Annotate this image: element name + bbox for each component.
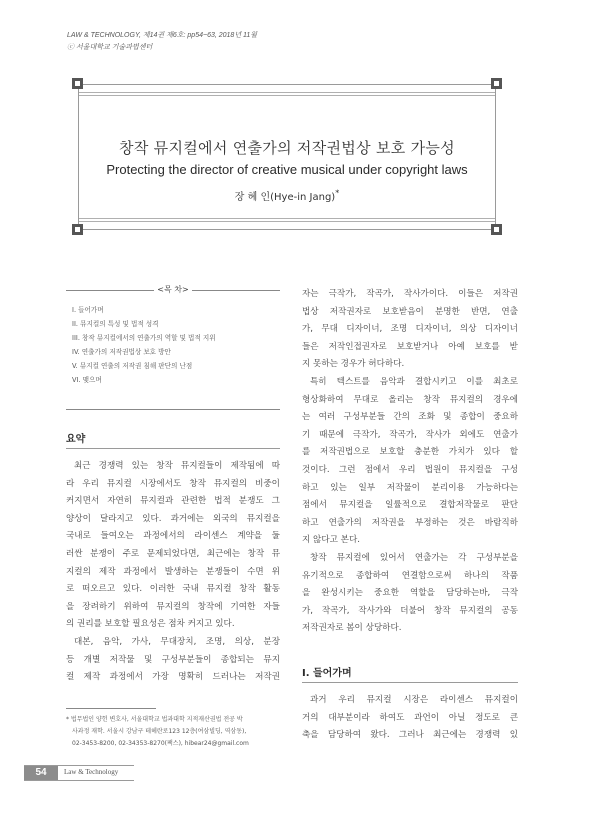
toc-item[interactable]: I. 들어가며 bbox=[72, 306, 104, 314]
corner-ornament bbox=[491, 224, 502, 235]
toc-item[interactable]: III. 창작 뮤지컬에서의 연출가의 역할 및 법적 지위 bbox=[72, 334, 216, 342]
abstract-divider bbox=[66, 448, 280, 449]
footnote-line: 사과정 재학. 서울시 강남구 테헤란로123 12층(여삼빌딩, 역삼동), bbox=[72, 728, 247, 735]
corner-ornament bbox=[491, 78, 502, 89]
abstract-line: 로 떠오르고 있다. 이러한 국내 뮤지컬 창작 활동 bbox=[66, 584, 280, 595]
body-line: 형상화하여 무대로 올리는 창작 뮤지컬의 경우에 bbox=[302, 394, 518, 405]
corner-ornament bbox=[72, 224, 83, 235]
abstract-heading: 요약 bbox=[66, 434, 86, 445]
body-line: 가, 무대 디자이너, 조명 디자이너, 의상 디자이너 bbox=[302, 324, 518, 335]
author-footnote-mark: * bbox=[335, 188, 340, 198]
body-line: 과거 우리 뮤지컬 시장은 라이센스 뮤지컬이 bbox=[310, 695, 518, 705]
right-column-text bbox=[302, 286, 518, 638]
abstract-line: 국내로 들여오는 과정에서의 라이센스 계약을 둘 bbox=[66, 531, 280, 542]
body-line: 가, 작곡가, 작사가와 더불어 창작 뮤지컬의 공동 bbox=[302, 605, 518, 616]
abstract-line: 라 우리 뮤지컬 시장에서도 창작 뮤지컬의 비중이 bbox=[66, 478, 280, 489]
toc-item[interactable]: II. 뮤지컬의 특성 및 법적 성격 bbox=[72, 320, 159, 328]
author-name: 장 혜 인(Hye-in Jang) bbox=[234, 192, 336, 203]
body-line: 지 못하는 경우가 허다하다. bbox=[302, 359, 405, 370]
body-line: 기 때문에 극작가, 작곡가, 작사가 외에도 연출가 bbox=[302, 429, 518, 440]
footnote-line: * 법무법인 양헌 변호사, 서울대학교 법과대학 지적재산권법 전공 박 bbox=[66, 716, 243, 723]
body-line: 지 않다고 본다. bbox=[302, 535, 361, 546]
toc-item[interactable]: VI. 맺으며 bbox=[72, 376, 102, 384]
abstract-line: 양상이 달라지고 있다. 과거에는 외국의 뮤지컬을 bbox=[66, 513, 280, 524]
intro-text bbox=[302, 692, 518, 745]
abstract-line: 러싼 분쟁이 주로 문제되었다면, 최근에는 창작 뮤 bbox=[66, 548, 280, 559]
footnote-line: 02-3453-8200, 02-34353-8270(팩스), hibear24@gmail.com bbox=[72, 740, 249, 747]
section-heading-intro: I. 들어가며 bbox=[302, 668, 352, 679]
abstract-line: 의 권리를 보호할 필요성은 점차 커지고 있다. bbox=[66, 619, 235, 630]
author-footnote bbox=[66, 714, 280, 750]
journal-header bbox=[67, 30, 257, 54]
body-line: 들은 저작인접권자로 보호받거나 아예 보호를 받 bbox=[302, 341, 518, 352]
title-korean: 창작 뮤지컬에서 연출가의 저작권법상 보호 가능성 bbox=[119, 139, 455, 157]
corner-ornament bbox=[72, 78, 83, 89]
page-number: 54 bbox=[24, 766, 58, 780]
abstract-line: 커지면서 자연히 뮤지컬과 관련한 법적 분쟁도 그 bbox=[66, 496, 280, 507]
body-line: 자는 극작가, 작곡가, 작사가이다. 이들은 저작권 bbox=[302, 289, 518, 299]
footnote-divider bbox=[66, 708, 156, 709]
body-line: 거의 대부분이라 하여도 과언이 아닐 정도로 큰 bbox=[302, 712, 518, 723]
body-line: 하고 연출가의 저작권을 부정하는 것은 바람직하 bbox=[302, 517, 518, 528]
copyright-notice: ⓒ 서울대학교 기술과법센터 bbox=[67, 44, 153, 51]
toc-item[interactable]: V. 뮤지컬 연출의 저작권 침해 판단의 난점 bbox=[72, 362, 193, 370]
journal-name: Law & Technology bbox=[64, 768, 119, 776]
abstract-line: 최근 경쟁력 있는 창작 뮤지컬들이 제작됨에 따 bbox=[74, 461, 280, 471]
body-line: 축을 담당하여 왔다. 그러나 최근에는 경쟁력 있 bbox=[302, 730, 518, 741]
abstract-text bbox=[66, 458, 280, 687]
body-line: 을 완성시키는 중요한 역할을 담당하는바, 극작 bbox=[302, 588, 518, 599]
title-english: Protecting the director of creative musical under copyright laws bbox=[106, 162, 468, 177]
table-of-contents bbox=[66, 285, 280, 410]
abstract-line: 을 장려하기 위하여 뮤지컬의 창작에 기여한 자들 bbox=[66, 601, 280, 612]
author bbox=[78, 188, 496, 203]
body-line: 법상 저작권자로 보호받음이 분명한 반면, 연출 bbox=[302, 306, 518, 317]
abstract-line: 등 개별 저작물 및 구성부분들이 종합되는 뮤지 bbox=[66, 654, 280, 665]
abstract-line: 대본, 음악, 가사, 무대장치, 조명, 의상, 분장 bbox=[74, 636, 280, 647]
abstract-line: 지컬의 제작 과정에서 발생하는 분쟁들이 수면 위 bbox=[66, 566, 280, 577]
body-line: 하고 있는 일부 저작물이 분리이용 가능하다는 bbox=[302, 482, 518, 493]
body-line: 점에서 뮤지컬을 일률적으로 결합저작물로 판단 bbox=[302, 500, 518, 511]
toc-item[interactable]: IV. 연출가의 저작권법상 보호 방안 bbox=[72, 348, 171, 356]
body-line: 는 여러 구성부분들 간의 조화 및 종합이 중요하 bbox=[302, 412, 518, 423]
section-divider bbox=[302, 682, 518, 683]
toc-title: <목 차> bbox=[154, 285, 191, 294]
journal-citation: LAW & TECHNOLOGY, 제14권 제6호: pp54~63, 2018년 11월 bbox=[67, 32, 258, 39]
body-line: 창작 뮤지컬에 있어서 연출가는 각 구성부분을 bbox=[310, 552, 518, 563]
abstract-line: 컬 제작 과정에서 가장 명확히 드러나는 저작권 bbox=[66, 672, 280, 683]
body-line: 것이다. 그런 점에서 우리 법원이 뮤지컬을 구성 bbox=[302, 464, 518, 475]
body-line: 저작권자로 봄이 상당하다. bbox=[302, 623, 402, 634]
body-line: 를 저작권법으로 보호할 충분한 가치가 있다 할 bbox=[302, 447, 518, 458]
body-line: 유기적으로 종합하여 연결함으로써 하나의 작품 bbox=[302, 570, 518, 581]
body-line: 특히 텍스트를 음악과 결합시키고 이를 최초로 bbox=[310, 376, 518, 387]
